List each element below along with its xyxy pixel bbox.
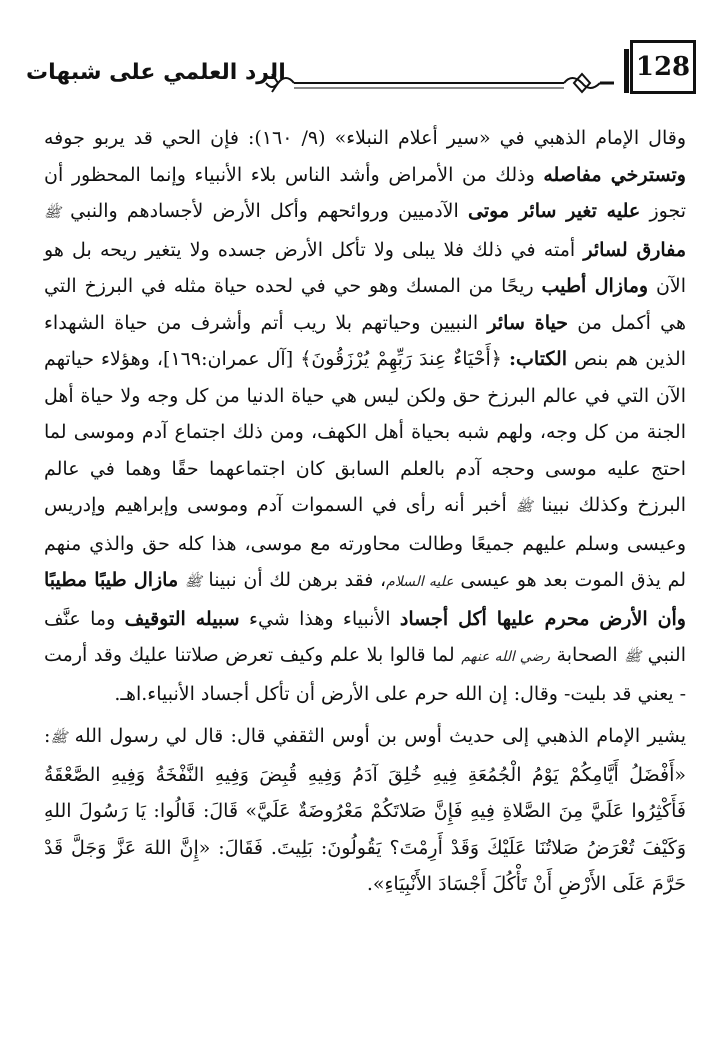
text-run: ﴿أَحْيَاءٌ عِندَ رَبِّهِمْ يُرْزَقُونَ﴾ [آل عمران:١٦٩]، وهؤلاء حياتهم الآن التي في عالم البرزخ حق ولكن ليس هي حياة الدنيا من كل وجه ولا حياة أهل الجنة من كل وجه، ولهم شبه بحياة أهل الكهف، ومن ذلك اجتماع آدم وموسى لما احتج عليه موسى وحجه آدم بالعلم السابق كان اجتماعهما حقًا وهما في عالم البرزخ وكذلك نبينا <box>44 348 686 516</box>
text-run: وما عنَّف النبي <box>44 607 686 666</box>
text-run: ، فقد برهن لك أن نبينا <box>201 569 387 591</box>
body-text <box>44 120 686 903</box>
emphasis-text: ومازال أطيب <box>541 275 649 297</box>
text-run: أخبر أنه رأى في السموات آدم وموسى وإبراهيم وإدريس وعيسى وسلم عليهم جميعًا وطالت محاورته مع موسى، هذا كله حق والذي منهم لم يذق الموت بعد هو عيسى <box>44 494 686 591</box>
emphasis-text: حياة سائر <box>487 311 568 334</box>
text-run <box>178 569 185 591</box>
honorific-text: ﷺ <box>50 730 68 746</box>
paragraph-dhahabi-quote <box>44 120 686 712</box>
text-run: لما قالوا بلا علم وكيف تعرض صلاتنا عليك وقد أرمت - يعني قد بليت- وقال: إن الله حرم على الأرض أن تأكل أجساد الأنبياء.اهـ. <box>44 644 686 705</box>
emphasis-text: عليه تغير سائر موتى <box>468 200 641 222</box>
honorific-text: ﷺ <box>624 649 642 665</box>
honorific-text: رضي الله عنهم <box>461 649 551 665</box>
emphasis-text: مازال طيبًا مطيبًا وأن الأرض محرم عليها أكل أجساد <box>44 569 686 630</box>
honorific-text: عليه السلام <box>386 574 454 590</box>
text-run: أمته في ذلك فلا يبلى ولا تأكل الأرض جسده ولا يتغير ريحه بل هو الآن <box>44 238 687 297</box>
paragraph-hadith <box>44 718 686 903</box>
running-title: الرد العلمي على شبهات <box>26 60 286 85</box>
text-run: وذلك من الأمراض وأشد الناس بلاء الأنبياء وإنما المحظور أن تجوز <box>44 163 686 222</box>
text-run: النبيين وحياتهم بلا ريب أتم وأشرف من حياة الشهداء الذين هم بنص <box>44 311 686 370</box>
emphasis-text: الكتاب: <box>509 348 567 370</box>
emphasis-text: مفارق لسائر <box>583 238 686 261</box>
header-ornament-icon <box>264 70 616 96</box>
emphasis-text: سبيله التوقيف <box>124 607 240 630</box>
text-run: الأنبياء وهذا شيء <box>239 607 400 630</box>
text-run: يشير الإمام الذهبي إلى حديث أوس بن أوس الثقفي قال: قال لي رسول الله <box>67 725 686 747</box>
honorific-text: ﷺ <box>515 499 533 515</box>
text-run: ريحًا من المسك وهو حي في لحده حياة مثله في البرزخ التي هي أكمل من <box>44 275 686 334</box>
honorific-text: ﷺ <box>184 574 202 590</box>
text-run: وقال الإمام الذهبي في «سير أعلام النبلاء» (٩/ ١٦٠): فإن الحي قد يربو جوفه <box>44 127 687 149</box>
page-number: 128 <box>630 40 696 94</box>
emphasis-text: وتسترخي مفاصله <box>543 163 686 186</box>
text-run: : «أَفْضَلُ أَيَّامِكُمْ يَوْمُ الْجُمُعَةِ فِيهِ خُلِقَ آدَمُ وَفِيهِ قُبِضَ وَفِيهِ النَّفْخَةُ وَفِيهِ الصَّعْقَةُ فَأَكْثِرُوا عَلَيَّ مِنَ الصَّلاةِ فِيهِ فَإِنَّ صَلاتَكُمْ مَعْرُوضَةٌ عَلَيَّ» قَالَ: قَالُوا: يَا رَسُولَ اللهِ وَكَيْفَ تُعْرَضُ صَلاتُنَا عَلَيْكَ وَقَدْ أَرِمْتَ؟ يَقُولُونَ: بَلِيتَ. فَقَالَ: «إِنَّ اللهَ عَزَّ وَجَلَّ قَدْ حَرَّمَ عَلَى الأَرْضِ أَنْ تَأْكُلَ أَجْسَادَ الأَنْبِيَاءِ». <box>44 725 686 895</box>
honorific-text: ﷺ <box>44 205 61 221</box>
text-run: الآدميين وروائحهم وأكل الأرض لأجسادهم والنبي <box>60 200 469 222</box>
text-run: الصحابة <box>550 644 625 666</box>
page-header <box>26 40 696 104</box>
